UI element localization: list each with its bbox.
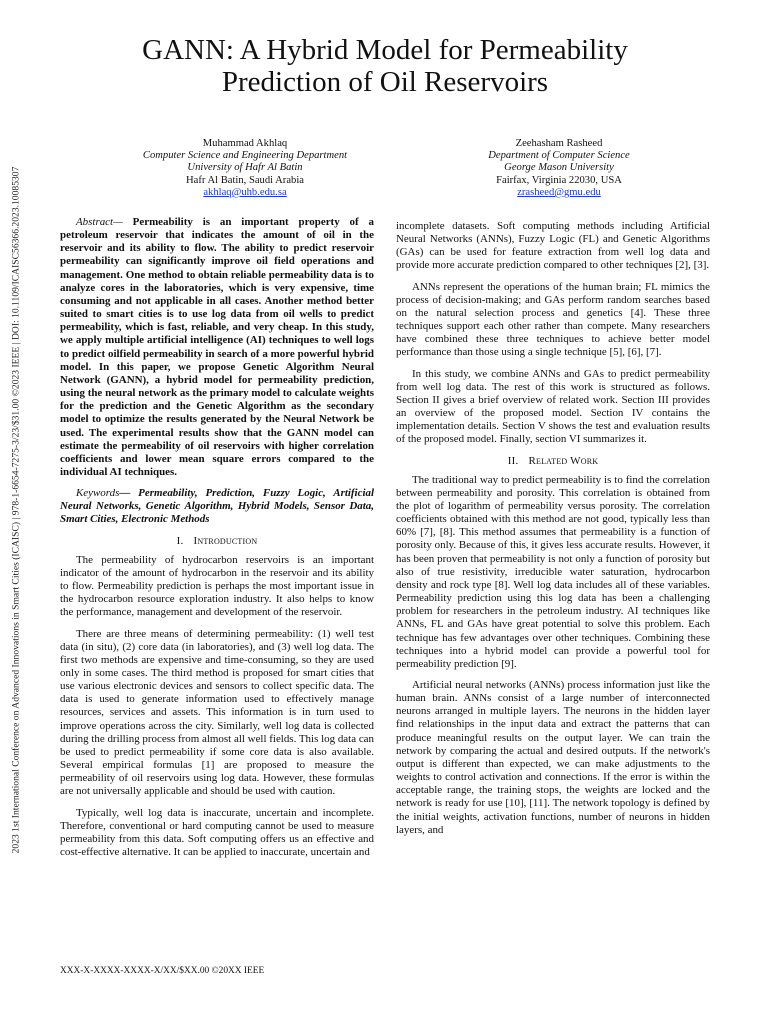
author-location: Hafr Al Batin, Saudi Arabia (186, 174, 304, 186)
abstract-label: Abstract (76, 216, 114, 228)
author-block-2 (419, 138, 699, 199)
intro-paragraph-5: In this study, we combine ANNs and GAs to predict permeability from well log data. The rest of this work is structured as follows. Section II gives a brief overview of related work. Section III provides an overview of the proposed model. Section IV contains the implementation details. Section V shows the test and evaluation results of the proposed model. Finally, section VI summarizes it. (396, 367, 710, 446)
related-work-paragraph-1: The traditional way to predict permeability is to find the correlation between permeability and porosity. This correlation is obtained from the plot of logarithm of permeability versus porosity. The correlation coefficients obtained with this method are not good, typically less than 60% [7], [8]. This method assumes that permeability is a function of porosity only. Because of this, it gives less accurate results. However, it has been proven that permeability is not only a function of porosity but also of true resistivity, irreducible water saturation, hydrocarbon density and rock type [8]. Well log data includes all of these variables. Permeability prediction using this log data has been a challenging problem for researchers in the petroleum industry. AI techniques like ANNs, FL and GAs have great potential to solve this problem. Each technique has few advantages over other techniques. Combining these techniques into a hybrid model can provide a powerful tool for permeability prediction [9]. (396, 473, 710, 670)
section-heading-introduction (60, 535, 374, 548)
related-work-paragraph-2: Artificial neural networks (ANNs) process information just like the human brain. ANNs consist of a large number of interconnected neurons arranged in multiple layers. The neurons in the hidden layer find relationships in the input data and extract the patterns that can produce meaningful results on the output layer. We can train the network by comparing the actual and desired outputs. If the network's output is different than expected, we can make adjustments to the weights to control activation and connections. If the error is within the acceptable range, the training stops, the weights are locked and the network is ready for use [10], [11]. The network topology is defined by the initial weights, activation functions, number of neurons in hidden layers, and (396, 679, 710, 836)
section-title: Introduction (193, 534, 258, 547)
author-department: Computer Science and Engineering Department (142, 150, 348, 162)
intro-paragraph-1: The permeability of hydrocarbon reservoirs is an important indicator of the amount of hydrocarbon in the reservoir and its ability to flow. Permeability prediction is perhaps the most important issue in the hydrocarbon resource exploration industry. It also helps to know the performance, management and development of the reservoir. (60, 553, 374, 619)
author-name: Muhammad Akhlaq (202, 138, 288, 149)
keywords-text: — Permeability, Prediction, Fuzzy Logic, Artificial Neural Networks, Genetic Algorithm, Hybrid Models, Sensor Data, Smart Cities, Electronic Methods (60, 487, 374, 526)
paper-title (60, 34, 710, 98)
title-line-2: Prediction of Oil Reservoirs (221, 66, 549, 98)
intro-paragraph-3-cont: incomplete datasets. Soft computing methods including Artificial Neural Networks (ANNs), Fuzzy Logic (FL) and Genetic Algorithms (GAs) can be used for feature extraction from well log data and provide more accurate prediction compared to other techniques [2], [3]. (396, 220, 710, 272)
author-department: Department of Computer Science (488, 150, 630, 162)
author-name: Zeehasham Rasheed (515, 138, 603, 149)
keywords-label: Keywords (76, 487, 120, 500)
intro-paragraph-4: ANNs represent the operations of the human brain; FL mimics the process of decision-making; and GAs perform random searches based on the natural selection process and genetics [4]. These three techniques support each other rather than compete. Many researchers have combined these three techniques to achieve better model performance than those using a single technique [5], [6], [7]. (396, 280, 710, 359)
author-email-link[interactable]: akhlaq@uhb.edu.sa (203, 186, 287, 198)
author-university: George Mason University (504, 162, 614, 174)
section-title: Related Work (528, 454, 599, 467)
abstract-paragraph (60, 216, 374, 479)
author-email-link[interactable]: zrasheed@gmu.edu (517, 186, 601, 198)
section-heading-related-work (396, 455, 710, 468)
section-number: II. (507, 454, 519, 467)
author-location: Fairfax, Virginia 22030, USA (496, 174, 622, 186)
intro-paragraph-2: There are three means of determining permeability: (1) well test data (in situ), (2) core data (in laboratories), and (3) well log data. The first two methods are expensive and time-consuming, so they are used only in some cases. The third method is proposed for smart cities that use various electronic devices and sensors to collect specific data. The data is used to generate information used to effectively manage resources, services and assets. This information is in turn used to improve operations across the city. Similarly, well log data is collected during the drilling process from almost all well fields. This log data can be used to predict permeability if some core data is also available. Several empirical formulas [1] are proposed to measure the permeability of oil reservoirs using log data. However, these formulas are not universally applicable and should be used with caution. (60, 627, 374, 798)
conference-banner-text: 2023 1st International Conference on Advanced Innovations in Smart Cities (ICAISC) | 978-1-6654-7275-3/23/$31.00 ©2023 IEEE | DOI: 10.1109/ICAISC56366.2023.10085307 (10, 166, 22, 854)
abstract-dash: — (113, 216, 123, 228)
section-number: I. (176, 534, 184, 547)
author-university: University of Hafr Al Batin (187, 162, 303, 174)
copyright-footer: XXX-X-XXXX-XXXX-X/XX/$XX.00 ©20XX IEEE (60, 966, 265, 976)
intro-paragraph-3: Typically, well log data is inaccurate, uncertain and incomplete. Therefore, conventional or hard computing cannot be used to measure permeability from this data. Soft computing offers us an effective and cost-effective alternative. It can be applied to inaccurate, uncertain and (60, 806, 374, 859)
title-line-1: GANN: A Hybrid Model for Permeability (142, 34, 628, 66)
left-column (60, 216, 374, 934)
keywords-paragraph (60, 487, 374, 526)
right-column (396, 220, 710, 938)
author-block-1 (105, 138, 385, 199)
conference-banner (8, 160, 24, 860)
abstract-text: Permeability is an important property of a petroleum reservoir that indicates the amount of oil in the reservoir and its ability to flow. The ability to predict reservoir permeability can significantly improve oil field operations and management. One method to obtain reliable permeability data is to analyze cores in the laboratories, which is very expensive, time consuming and not applicable in all cases. Another method better suited to smart cities is to use log data from oil wells to predict permeability, which is fast, reliable, and very cheap. In this study, we apply multiple artificial intelligence (AI) techniques to well logs to predict oilfield permeability in search of a more powerful hybrid model. In this paper, we propose Genetic Algorithm Neural Network (GANN), a hybrid model for permeability prediction, using the neural network as the primary model to calculate weights for the prediction and the Genetic Algorithm as the secondary model to optimize the results generated by the Neural Network be used. The experimental results show that the GANN model can estimate the permeability of oil reservoirs with higher correlation coefficients and lower mean square errors compared to the individual AI techniques. (60, 216, 374, 478)
